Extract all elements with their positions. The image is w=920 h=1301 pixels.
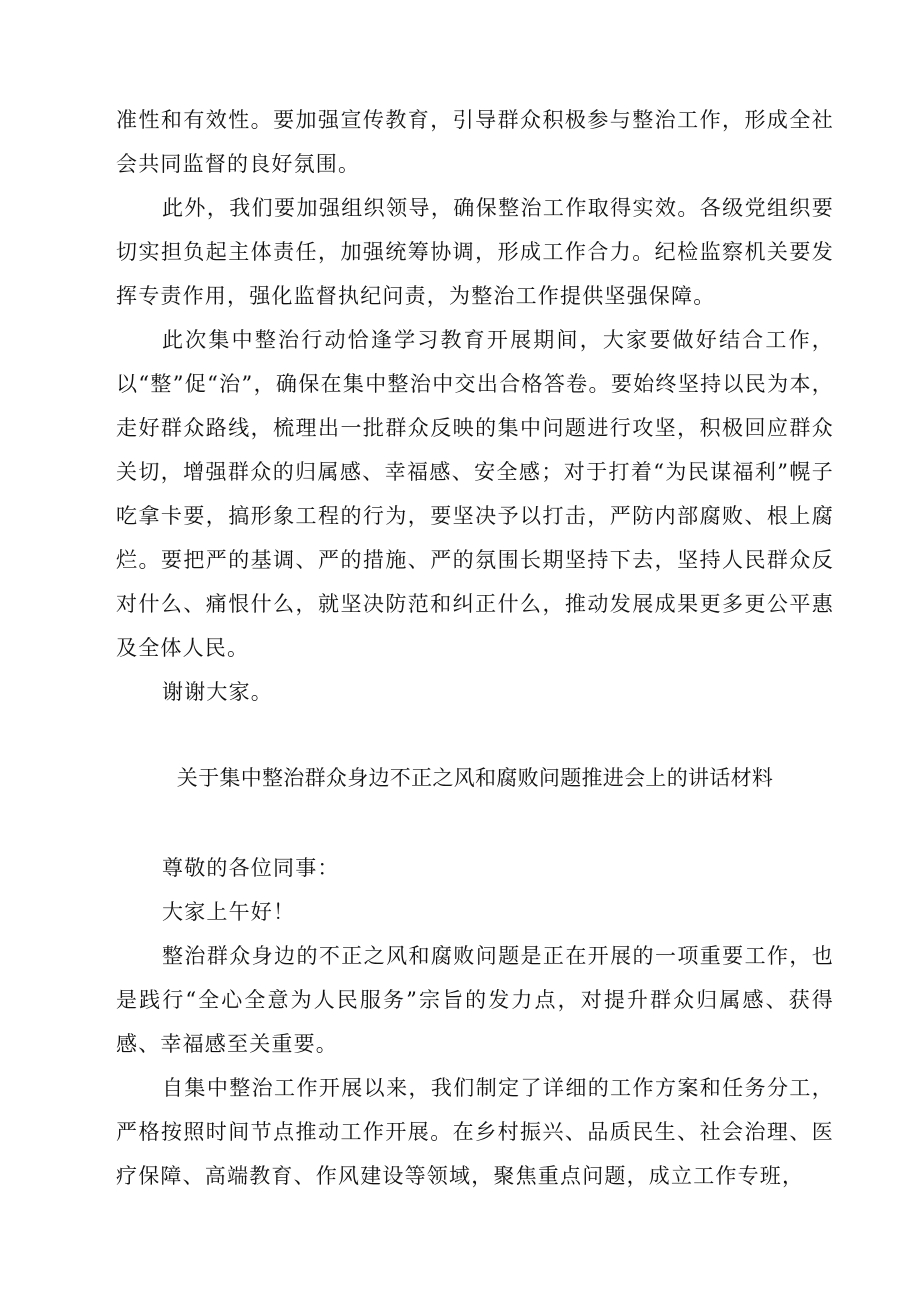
paragraph-importance: 整治群众身边的不正之风和腐败问题是正在开展的一项重要工作，也是践行“全心全意为人民服务”宗旨的发力点，对提升群众归属感、获得感、幸福感至关重要。	[116, 944, 834, 1056]
paragraph-continuation: 准性和有效性。要加强宣传教育，引导群众积极参与整治工作，形成全社会共同监督的良好氛围。	[116, 108, 834, 176]
paragraph-leadership: 此外，我们要加强组织领导，确保整治工作取得实效。各级党组织要切实担负起主体责任，加强统筹协调，形成工作合力。纪检监察机关要发挥专责作用，强化监督执纪问责，为整治工作提供坚强保障。	[116, 196, 834, 308]
closing-thanks: 谢谢大家。	[162, 680, 273, 704]
greeting: 大家上午好！	[162, 900, 296, 924]
paragraph-progress: 自集中整治工作开展以来，我们制定了详细的工作方案和任务分工，严格按照时间节点推动工作开展。在乡村振兴、品质民生、社会治理、医疗保障、高端教育、作风建设等领域，聚焦重点问题，成立工作专班，	[116, 1076, 834, 1188]
paragraph-campaign: 此次集中整治行动恰逢学习教育开展期间，大家要做好结合工作，以“整”促“治”，确保在集中整治中交出合格答卷。要始终坚持以民为本，走好群众路线，梳理出一批群众反映的集中问题进行攻坚，积极回应群众关切，增强群众的归属感、幸福感、安全感；对于打着“为民谋福利”幌子吃拿卡要，搞形象工程的行为，要坚决予以打击，严防内部腐败、根上腐烂。要把严的基调、严的措施、严的氛围长期坚持下去，坚持人民群众反对什么、痛恨什么，就坚决防范和纠正什么，推动发展成果更多更公平惠及全体人民。	[116, 328, 834, 660]
speech-title: 关于集中整治群众身边不正之风和腐败问题推进会上的讲话材料	[176, 766, 774, 790]
salutation: 尊敬的各位同事：	[162, 856, 340, 880]
